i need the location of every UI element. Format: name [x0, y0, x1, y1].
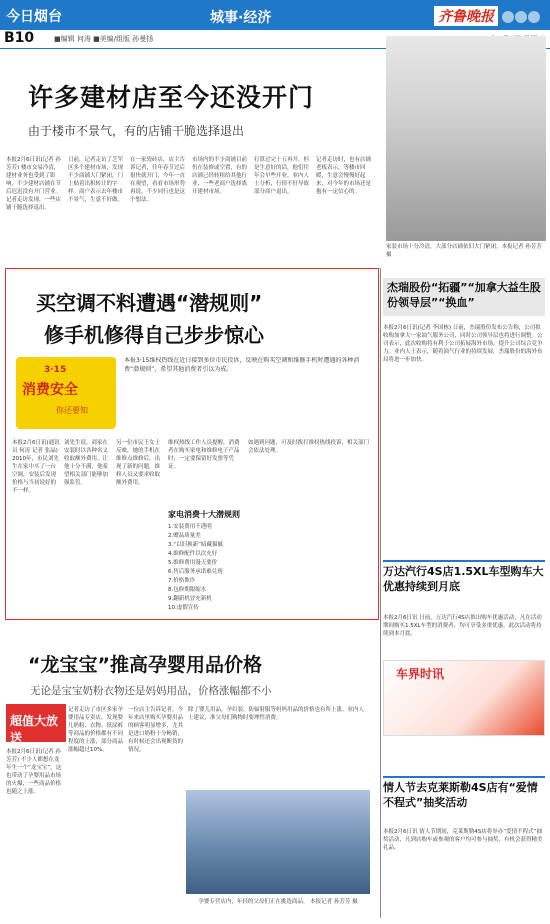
- redbox-col-2: 刘先生说，商家在安装时以各种名义收取额外费用，让他十分不满，他希望相关部门能够加强监管。: [64, 440, 109, 486]
- tip-item: 3.“以旧换新”暗藏猫腻: [168, 542, 223, 548]
- section-center: 城事·经济: [210, 10, 272, 26]
- redbox-title-1: 买空调不料遭遇“潜规则”: [36, 291, 263, 315]
- right-bottom-headline: 情人节去克莱斯勒4S店有“爱情不程式”抽奖活动: [383, 781, 538, 809]
- car-news-banner: [383, 660, 545, 736]
- redbox-col-3: 另一位市民王女士反映，她的手机在维修点维修后，出现了新的问题，维修人员又要求收取额外费用。: [116, 440, 161, 486]
- right-mid-body: 本报2月6日讯 日前，万达汽行4S店推出购车优惠活动，凡在活动期间购买1.5XL车型的消费者，均可享受多重优惠，此次活动将持续到本月底。: [383, 615, 542, 637]
- main-col-1: 本报2月6日讯(记者 孙芳芳) 楼市交易冷清，建材业务也受到了影响，不少建材店铺在节后迟迟没有开门营业。记者走访发现，一些店铺干脆选择退出。: [6, 157, 62, 211]
- main-headline: 许多建材店至今还没开门: [28, 83, 315, 112]
- redbox-title-2: 修手机修得自己步步惊心: [44, 323, 264, 347]
- badge-date: 3·15: [44, 365, 67, 375]
- promo-ad: [6, 704, 66, 745]
- badge-main: 消费安全: [22, 382, 78, 398]
- decorative-circles-icon: [502, 8, 544, 24]
- market-photo-caption: 家装市场十分冷清，大部分店铺依旧大门紧闭。本报记者 孙芳芳 摄: [386, 244, 542, 258]
- baby-store-photo-caption: 孕婴专营店内，年轻的父母们正在挑选商品。 本报记者 孙芳芳 摄: [198, 899, 358, 905]
- baby-store-photo: [186, 790, 370, 894]
- promo-ad-text: 超值大放送: [10, 714, 59, 745]
- tip-item: 1.安装费用不透明: [168, 524, 212, 530]
- tip-item: 6.售后服务承诺难兑现: [168, 569, 223, 575]
- car-news-label: 车界时讯: [396, 667, 445, 681]
- main-col-3: 在一家瓷砖店，店主告诉记者，往年春节过后很快就开门，今年一直在观望，看看市场形势再说，不少同行也是这个想法。: [130, 157, 186, 203]
- right-top-headline: 杰瑞股份“拓疆”“加拿大益生股份领导层”“换血”: [387, 281, 541, 309]
- right-mid-headline: 万达汽行4S店1.5XL车型购车大优惠持续到月底: [383, 565, 544, 593]
- redbox-col-5: 如遇到问题，可及时拨打维权热线投诉，相关部门会依法处理。: [248, 440, 370, 454]
- bottom-col-3: 一位店主告诉记者，今年来店里购买孕婴用品的顾客明显增多，尤其是进口奶粉十分畅销，有时候还会出现断货的情况。: [128, 707, 184, 753]
- right-bottom-headline-box: [383, 776, 545, 828]
- right-top-headline-box: [383, 278, 545, 316]
- consumer-safety-badge: [16, 357, 116, 429]
- right-bottom-body: 本报2月6日讯 情人节期间，克莱斯勒4S店将举办“爱情不程式”抽奖活动，凡到店购车或参观的客户均可参与抽奖，有机会获得精美礼品。: [383, 829, 543, 851]
- main-col-6: 记者走访时，也有店铺老板表示，等楼市回暖，生意会慢慢好起来，对今年的市场还是抱有一定信心的。: [316, 157, 372, 195]
- tip-item: 5.维修费用漫天要价: [168, 560, 218, 566]
- tip-item: 9.翻新机冒充新机: [168, 596, 212, 602]
- bottom-col-1: 本报2月6日讯(记者 孙芳芳) 不少人都想在龙年生一个“龙宝宝”，这也带动了孕婴用品市场的火爆，一些商品价格也随之上涨。: [6, 749, 62, 795]
- tip-item: 2.赠品质量差: [168, 533, 201, 539]
- newspaper-logo: 齐鲁晚报: [434, 6, 498, 26]
- bottom-subheadline: 无论是宝宝奶粉衣物还是妈妈用品，价格涨幅都不小: [30, 685, 272, 697]
- tip-item: 4.维修配件以次充好: [168, 551, 218, 557]
- tips-list: [168, 509, 334, 629]
- column-divider: [380, 268, 381, 918]
- badge-sub: 你还要知: [56, 406, 88, 415]
- main-col-2: 日前，记者走访了芝罘区多个建材市场，发现不少商铺大门紧闭，门上贴着出租转让的字样。商户表示去年楼市不景气，生意不好做。: [68, 157, 124, 203]
- main-col-5: 打算过完十五再开，但是生意好的话，他们往年会早些开业。业内人士分析，行情不好导致部分商户退出。: [254, 157, 310, 195]
- bottom-col-4: 除了婴儿用品，孕妇装、防辐射服等妈妈用品的价格也有所上涨。业内人士建议，准父母们购物时要理性消费。: [188, 707, 365, 721]
- main-article-body: [6, 156, 382, 256]
- main-subheadline: 由于楼市不景气，有的店铺干脆选择退出: [28, 124, 245, 138]
- right-top-body: 本报2月6日讯(记者 李国栋) 日前，杰瑞股份发布公告称，公司拟收购加拿大一家油气服务公司，同时公司领导层也将进行调整。公司表示，此次收购将有利于公司拓展海外市场，提升公司综合竞争力。业内人士表示，随着油气行业的持续发展，杰瑞股份的海外布局将进一步加快。: [383, 325, 543, 363]
- tip-item: 8.包修期限缩水: [168, 587, 207, 593]
- tip-item: 7.价格欺诈: [168, 578, 196, 584]
- editors-line: ■编辑 何涛 ■美编/组版 孙曼扬: [54, 35, 154, 43]
- consumer-rights-box: [5, 268, 379, 620]
- tips-title: 家电消费十大潜规则: [168, 510, 240, 519]
- right-mid-headline-box: [383, 560, 545, 616]
- redbox-col-4: 维权热线工作人员提醒，消费者在购买家电和维修电子产品时，一定要保留好发票等凭证。: [168, 440, 240, 470]
- market-photo: [386, 36, 546, 241]
- section-left: 今日烟台: [6, 9, 62, 25]
- redbox-col-1: 本报2月6日讯(通讯员 何涛 记者 张晶) 2010年，市民刘先生在家中买了一台空调，安装后发现价格与当初说好的不一样。: [12, 440, 60, 494]
- page-number: B10: [4, 30, 35, 46]
- bottom-headline: “龙宝宝”推高孕婴用品价格: [28, 654, 262, 676]
- main-col-4: 市场内的不少商铺目前仍在装修或空置，有的店铺已经转租给其他行业，一些老商户选择离开建材市场。: [192, 157, 248, 195]
- tip-item: 10.虚假宣传: [168, 605, 199, 611]
- redbox-lead: 本报3·15维权热线在近日接到多位市民投诉，反映在购买空调和维修手机时遭遇的各种消费“潜规则”，希望其他消费者引以为戒。: [124, 357, 360, 373]
- bottom-col-2: 记者走访了市区多家孕婴用品专卖店，发现婴儿奶粉、衣物、纸尿裤等商品的价格都有不同程度的上涨，部分商品涨幅超过10%。: [68, 707, 124, 753]
